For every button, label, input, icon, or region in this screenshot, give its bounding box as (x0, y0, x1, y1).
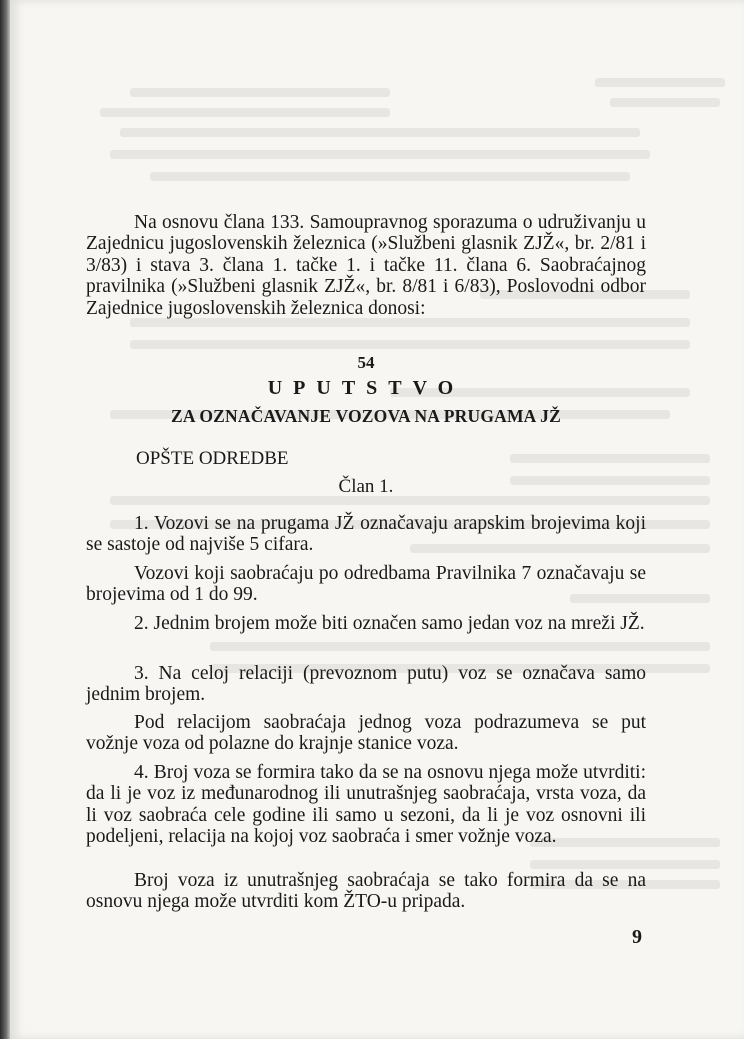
page-number: 9 (632, 926, 642, 948)
paragraph: 2. Jednim brojem može biti označen samo jedan voz na mreži JŽ. (134, 613, 645, 634)
document-title: UPUTSTVO (267, 377, 465, 399)
paragraph: Broj voza iz unutrašnjeg saobraćaja se tako formira da se na osnovu njega može utvrditi kom ŽTO-u pripada. (86, 870, 646, 913)
book-spine-shadow (0, 0, 10, 1039)
document-page (10, 0, 744, 1039)
paragraph: Vozovi koji saobraćaju po odredbama Pravilnika 7 označavaju se brojevima od 1 do 99. (86, 563, 646, 606)
paragraph: 3. Na celoj relaciji (prevoznom putu) voz se označava samo jednim brojem. (86, 663, 646, 706)
paragraph: 1. Vozovi se na prugama JŽ označavaju arapskim brojevima koji se sastoje od najviše 5 cifara. (86, 513, 646, 556)
document-subtitle: ZA OZNAČAVANJE VOZOVA NA PRUGAMA JŽ (171, 406, 561, 426)
article-heading: Član 1. (338, 476, 394, 497)
paragraph: 4. Broj voza se formira tako da se na osnovu njega može utvrditi: da li je voz iz međunarodnog ili unutrašnjeg saobraćaja, vrsta voza, da li voz saobraća cele godine ili samo u sezoni, da li je voz osnovni ili podeljeni, relacija na kojoj voz saobraća i smer vožnje voza. (86, 762, 646, 848)
decree-number: 54 (357, 353, 375, 372)
intro-paragraph: Na osnovu člana 133. Samoupravnog sporazuma o udruživanju u Zajednicu jugoslovenskih železnica (»Službeni glasnik ZJŽ«, br. 2/81 i 3/83) i stava 3. člana 1. tačke 1. i tačke 11. člana 6. Saobraćajnog pravilnika (»Službeni glasnik ZJŽ«, br. 8/81 i 6/83), Poslovodni odbor Zajednice jugoslovenskih železnica donosi: (86, 212, 646, 319)
paragraph: Pod relacijom saobraćaja jednog voza podrazumeva se put vožnje voza od polazne do krajnje stanice voza. (86, 712, 646, 755)
section-heading: OPŠTE ODREDBE (136, 448, 289, 469)
